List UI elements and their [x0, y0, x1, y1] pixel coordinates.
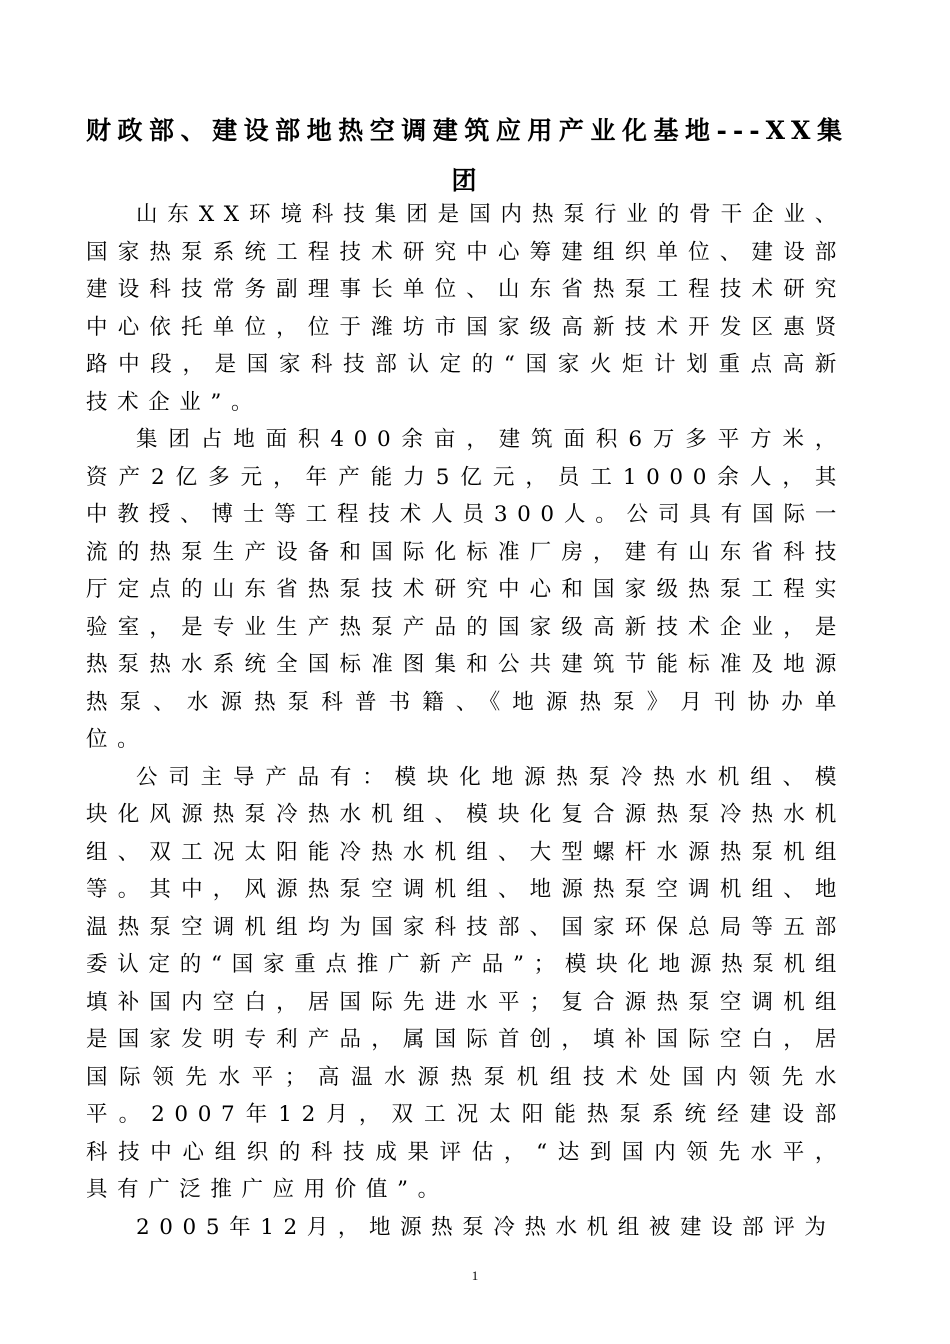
document-body — [86, 196, 846, 1246]
paragraph-company-intro: 山东XX环境科技集团是国内热泵行业的骨干企业、国家热泵系统工程技术研究中心筹建组织单位、建设部建设科技常务副理事长单位、山东省热泵工程技术研究中心依托单位，位于潍坊市国家级高新技术开发区惠贤路中段，是国家科技部认定的“国家火炬计划重点高新技术企业”。 — [86, 202, 846, 415]
paragraph-company-scale: 集团占地面积400余亩，建筑面积6万多平方米，资产2亿多元，年产能力5亿元，员工1000余人，其中教授、博士等工程技术人员300人。公司具有国际一流的热泵生产设备和国际化标准厂房，建有山东省科技厅定点的山东省热泵技术研究中心和国家级热泵工程实验室，是专业生产热泵产品的国家级高新技术企业，是热泵热水系统全国标准图集和公共建筑节能标准及地源热泵、水源热泵科普书籍、《地源热泵》月刊协办单位。 — [86, 427, 846, 752]
paragraph-main-products: 公司主导产品有：模块化地源热泵冷热水机组、模块化风源热泵冷热水机组、模块化复合源热泵冷热水机组、双工况太阳能冷热水机组、大型螺杆水源热泵机组等。其中，风源热泵空调机组、地源热泵空调机组、地温热泵空调机组均为国家科技部、国家环保总局等五部委认定的“国家重点推广新产品”；模块化地源热泵机组填补国内空白，居国际先进水平；复合源热泵空调机组是国家发明专利产品，属国际首创，填补国际空白，居国际领先水平；高温水源热泵机组技术处国内领先水平。2007年12月，双工况太阳能热泵系统经建设部科技中心组织的科技成果评估，“达到国内领先水平，具有广泛推广应用价值”。 — [86, 764, 846, 1202]
page-number: 1 — [471, 1268, 479, 1283]
document-title: 财政部、建设部地热空调建筑应用产业化基地---XX集团 — [86, 116, 848, 195]
paragraph-awards: 2005年12月，地源热泵冷热水机组被建设部评为 — [136, 1214, 836, 1240]
